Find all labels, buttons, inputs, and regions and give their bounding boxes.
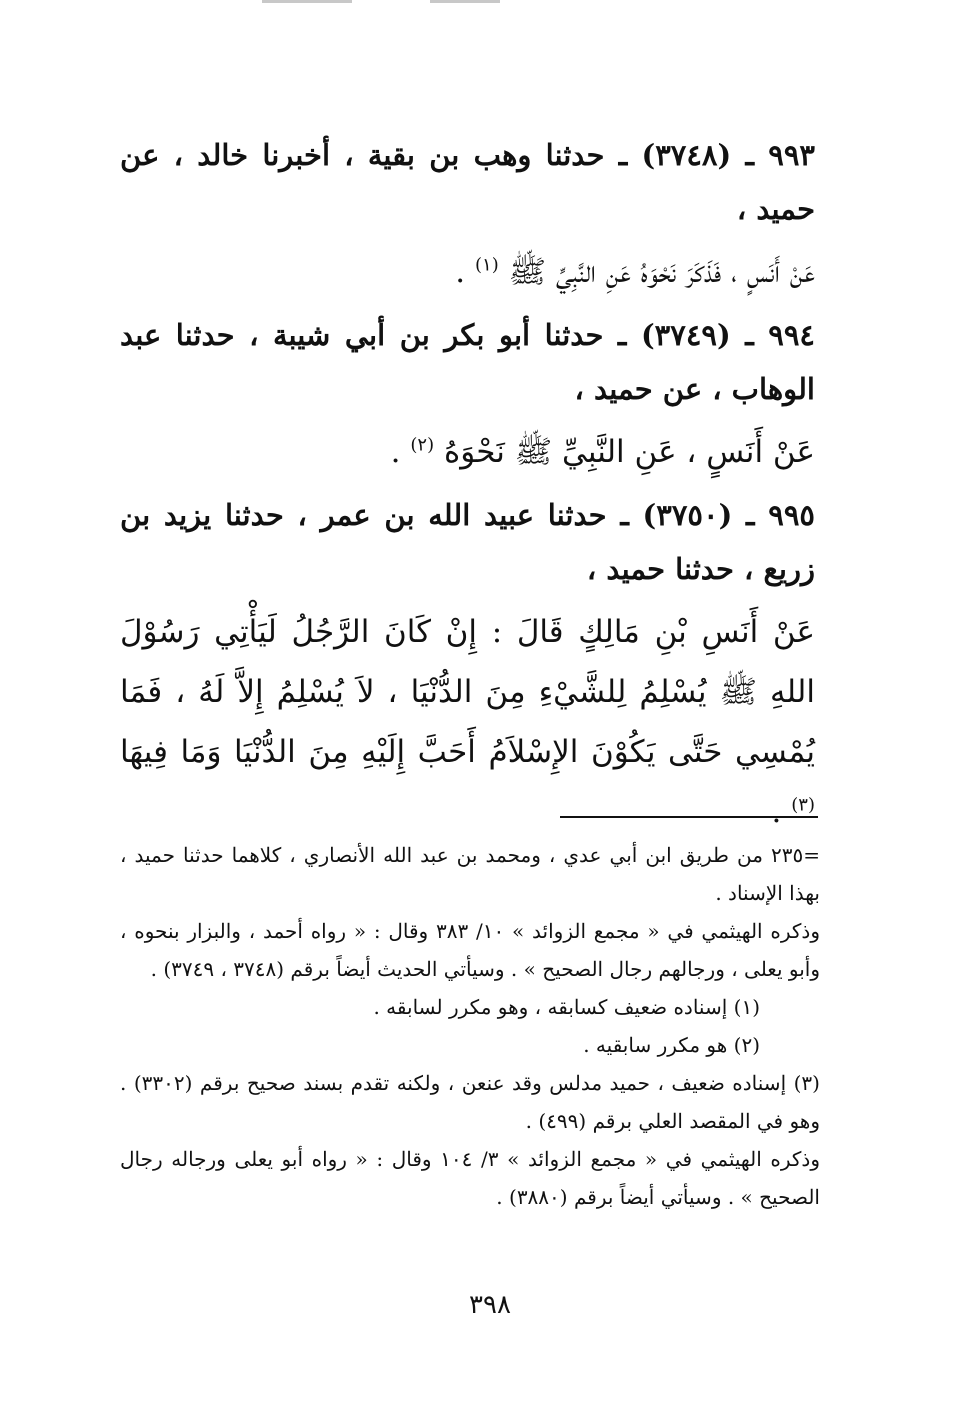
main-text [120, 128, 815, 848]
hadith-995-chain: ٩٩٥ ـ (٣٧٥٠) ـ حدثنا عبيد الله بن عمر ، حدثنا يزيد بن زريع ، حدثنا حميد ، [120, 498, 816, 586]
footnote-haythami-1: وذكره الهيثمي في « مجمع الزوائد » ١٠/ ٣٨٣ وقال : « رواه أحمد ، والبزار بنحوه ، وأبو يعلى ، ورجالهم رجال الصحيح » . وسيأتي الحديث أيضاً برقم (٣٧٤٨ ، ٣٧٤٩) . [120, 919, 820, 981]
hadith-994-matn [120, 422, 815, 482]
footnote-continuation: =٢٣٥ من طريق ابن أبي عدي ، ومحمد بن عبد الله الأنصاري ، كلاهما حدثنا حميد ، بهذا الإسناد . [120, 843, 820, 905]
hadith-995-end: . [771, 794, 782, 830]
hadith-993-chain: ٩٩٣ ـ (٣٧٤٨) ـ حدثنا وهب بن بقية ، أخبرنا خالد ، عن حميد ، [120, 138, 815, 226]
footnote-2: (٢) هو مكرر سابقيه . [583, 1033, 760, 1057]
footnote-ref-1: (١) [474, 254, 499, 276]
footnote-ref-3: (٣) [791, 794, 815, 816]
scan-artifact [262, 0, 352, 3]
hadith-993-end: . [455, 254, 466, 290]
hadith-995-matn [120, 602, 815, 842]
footnote-separator [560, 816, 818, 818]
hadith-993-text: عَنْ أَنَسٍ ، فَذَكَرَ نَحْوَهُ عَنِ النَّبِيِّ ﷺ [508, 254, 815, 290]
footnotes [120, 836, 820, 1216]
hadith-995-text: عَنْ أَنَسِ بْنِ مَالِكٍ قَالَ : إِنْ كَانَ الرَّجُلُ لَيَأْتِي رَسُوْلَ اللهِ ﷺ يُسْلِمُ لِلشَّيْءِ مِنَ الدُّنْيَا ، لاَ يُسْلِمُ إِلاَّ لَهُ ، فَمَا يُمْسِي حَتَّى يَكُوْنَ الإِسْلاَمُ أَحَبَّ إِلَيْهِ مِنَ الدُّنْيَا وَمَا فِيهَا [120, 614, 815, 770]
scan-artifact [430, 0, 500, 3]
footnote-ref-2: (٢) [410, 434, 435, 456]
hadith-994-end: . [390, 434, 401, 470]
page-number: ٣٩٨ [469, 1290, 511, 1320]
hadith-993-matn [120, 242, 815, 302]
hadith-994-text: عَنْ أَنَسٍ ، عَنِ النَّبِيِّ ﷺ نَحْوَهُ [443, 434, 815, 470]
footnote-1: (١) إسناده ضعيف كسابقه ، وهو مكرر لسابقه . [373, 995, 760, 1019]
footnote-3: (٣) إسناده ضعيف ، حميد مدلس وقد عنعن ، ولكنه تقدم بسند صحيح برقم (٣٣٠٢) . وهو في المقصد العلي برقم (٤٩٩) . [120, 1071, 820, 1133]
footnote-haythami-2: وذكره الهيثمي في « مجمع الزوائد » ٣/ ١٠٤ وقال : « رواه أبو يعلى ورجاله رجال الصحيح » . وسيأتي أيضاً برقم (٣٨٨٠) . [120, 1147, 820, 1209]
hadith-994-chain: ٩٩٤ ـ (٣٧٤٩) ـ حدثنا أبو بكر بن أبي شيبة ، حدثنا عبد الوهاب ، عن حميد ، [120, 318, 815, 406]
